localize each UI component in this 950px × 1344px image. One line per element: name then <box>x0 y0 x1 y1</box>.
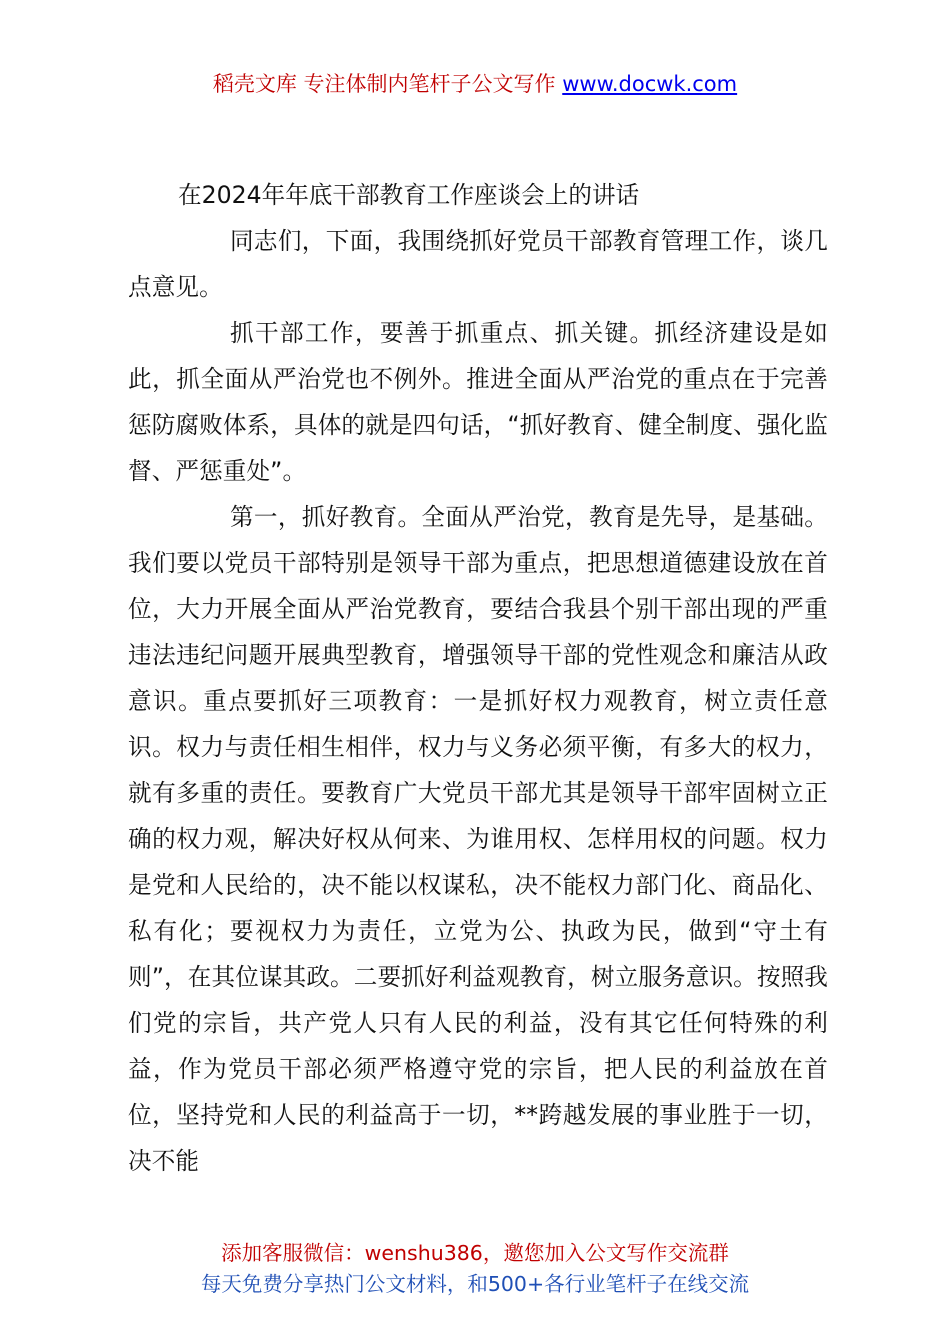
paragraph-key-points: 抓干部工作，要善于抓重点、抓关键。抓经济建设是如此，抓全面从严治党也不例外。推进全面从严治党的重点在于完善惩防腐败体系，具体的就是四句话，“抓好教育、健全制度、强化监督、严惩重处”。 <box>128 319 828 485</box>
paragraph-education: 第一，抓好教育。全面从严治党，教育是先导，是基础。我们要以党员干部特别是领导干部为重点，把思想道德建设放在首位，大力开展全面从严治党教育，要结合我县个别干部出现的严重违法违纪问题开展典型教育，增强领导干部的党性观念和廉洁从政意识。重点要抓好三项教育：一是抓好权力观教育，树立责任意识。权力与责任相生相伴，权力与义务必须平衡，有多大的权力，就有多重的责任。要教育广大党员干部尤其是领导干部牢固树立正确的权力观，解决好权从何来、为谁用权、怎样用权的问题。权力是党和人民给的，决不能以权谋私，决不能权力部门化、商品化、私有化；要视权力为责任，立党为公、执政为民，做到“守土有则”，在其位谋其政。二要抓好利益观教育，树立服务意识。按照我们党的宗旨，共产党人只有人民的利益，没有其它任何特殊的利益，作为党员干部必须严格遵守党的宗旨，把人民的利益放在首位，坚持党和人民的利益高于一切，**跨越发展的事业胜于一切，决不能 <box>128 503 828 1175</box>
document-body <box>128 172 828 1184</box>
footer-share-line: 每天免费分享热门公文材料，和500+各行业笔杆子在线交流 <box>200 1272 750 1296</box>
document-title: 在2024年年底干部教育工作座谈会上的讲话 <box>178 181 640 209</box>
page-header <box>0 68 950 100</box>
paragraph-intro: 同志们，下面，我围绕抓好党员干部教育管理工作，谈几点意见。 <box>128 227 828 301</box>
site-link[interactable]: www.docwk.com <box>562 72 738 96</box>
page-footer <box>0 1238 950 1300</box>
footer-wechat-line: 添加客服微信：wenshu386，邀您加入公文写作交流群 <box>221 1241 729 1265</box>
brand-text: 稻壳文库 专注体制内笔杆子公文写作 <box>212 72 556 96</box>
